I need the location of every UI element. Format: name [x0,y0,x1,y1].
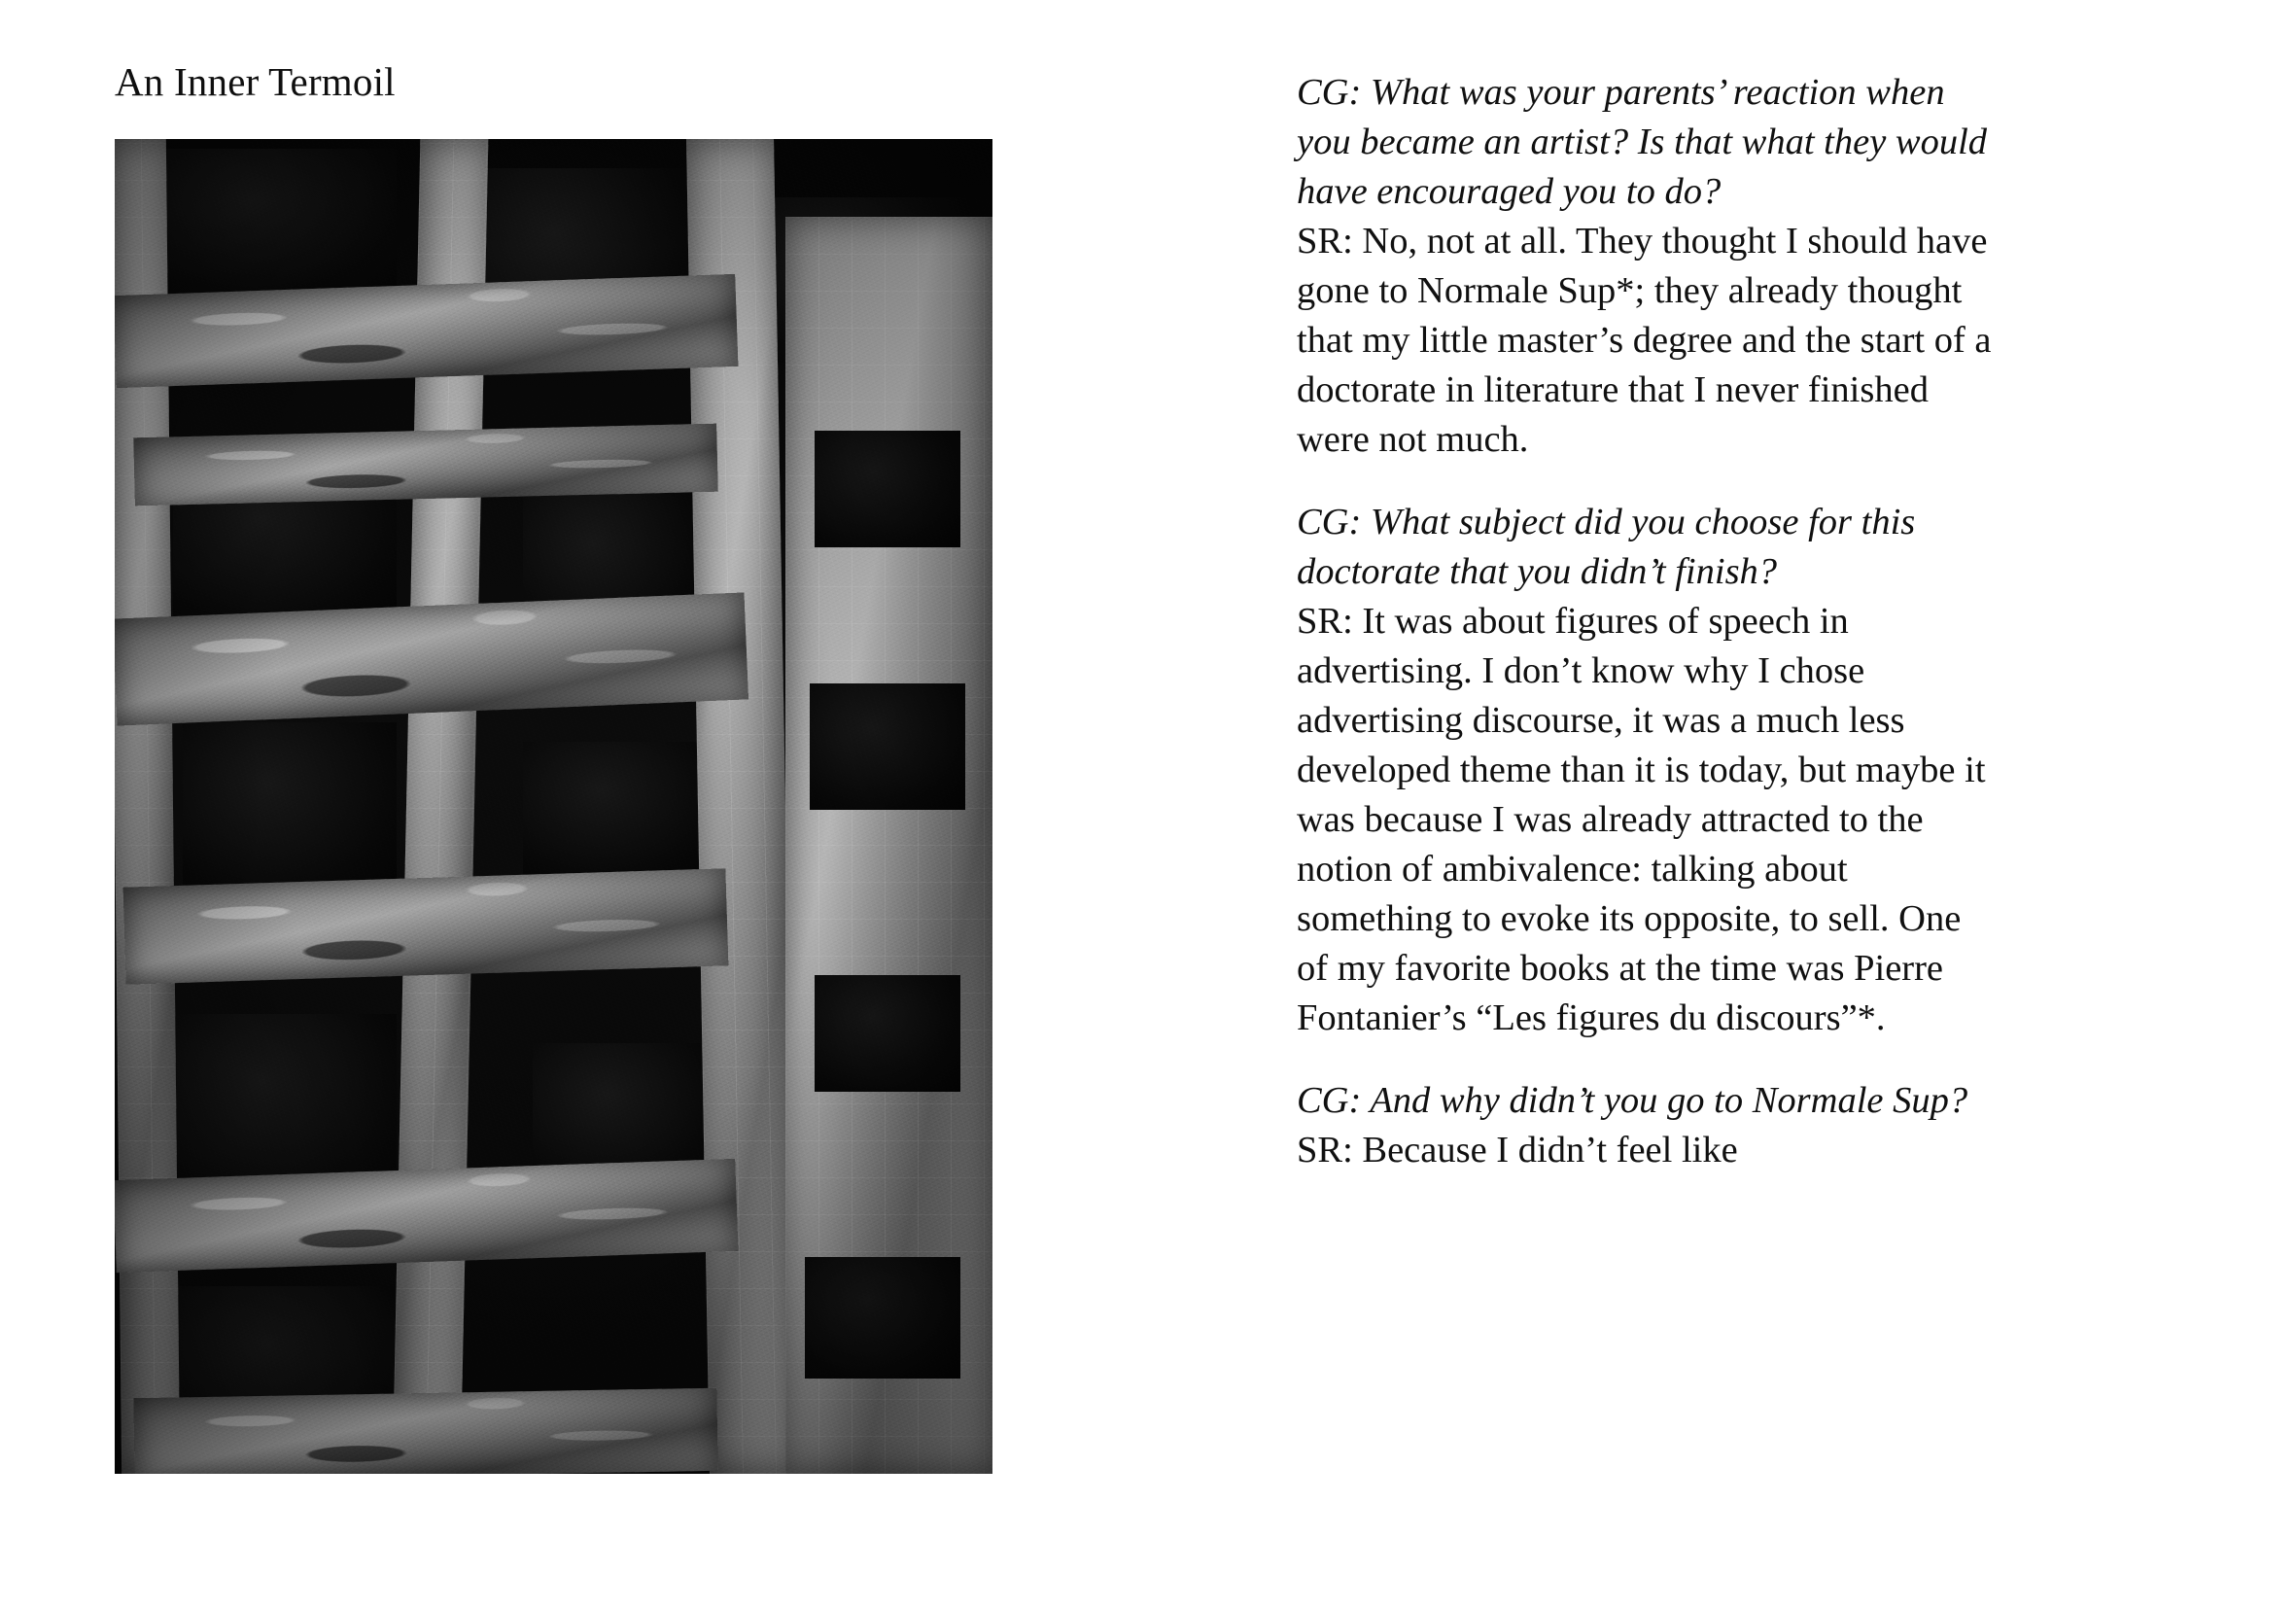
interview-question: CG: What subject did you choose for this doctorate that you didn’t finish? [1297,502,1916,592]
qa-block [1297,1076,1997,1175]
photo-window [810,683,965,810]
interview-answer: SR: It was about figures of speech in advertising. I don’t know why I chose advertising discourse, it was a much less developed theme than it is today, but maybe it was because I was already attracted to the notion of ambivalence: talking about something to evoke its opposite, to sell. One of my favorite books at the time was Pierre Fontanier’s “Les figures du discours”*. [1297,601,1986,1038]
photo-window [815,975,960,1092]
interview-answer: SR: Because I didn’t feel like [1297,1130,1738,1170]
photo-void [183,722,397,897]
photo-void [154,149,397,295]
qa-block [1297,68,1997,465]
photo-rubble [133,1388,717,1474]
qa-block [1297,498,1997,1043]
left-column [115,60,990,1474]
interview-question: CG: And why didn’t you go to Normale Sup? [1297,1080,1968,1121]
photo-rubble [133,424,718,507]
figure-photograph [115,139,992,1474]
photo-rubble [123,868,729,984]
interview-question: CG: What was your parents’ reaction when you became an artist? Is that what they would have encouraged you to do? [1297,72,1988,212]
photo-image [115,139,992,1474]
photo-window [815,431,960,547]
photo-void [523,742,717,878]
right-column-interview-text [1297,68,1997,1175]
photo-window [805,1257,960,1379]
page-title: An Inner Termoil [115,59,396,104]
interview-answer: SR: No, not at all. They thought I should have gone to Normale Sup*; they already thought that my little master’s degree and the start of a doctorate in literature that I never finished were not much. [1297,221,1992,460]
